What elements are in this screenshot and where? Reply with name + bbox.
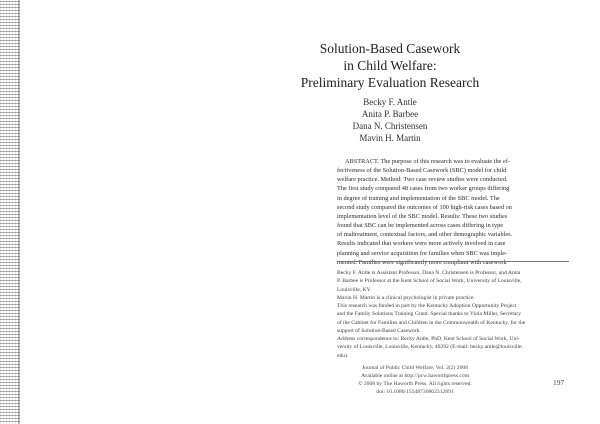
footnote-line: Address correspondence to: Becky Antle, PhD, Kent School of Social Work, Uni- (337, 336, 520, 342)
abstract-line: welfare practice. Method: Two case review studies were conducted. (337, 176, 508, 184)
title-line: Solution-Based Casework (319, 41, 461, 56)
abstract-line: found that SBC can be implemented across cases differing in type (337, 222, 504, 230)
abstract-line: ABSTRACT. The purpose of this research was to evaluate the ef- (345, 158, 511, 165)
author-footnotes (337, 269, 569, 360)
footer-line: Journal of Public Child Welfare, Vol. 2(2) 2008 (362, 365, 468, 371)
footnote-line: versity of Louisville, Louisville, Kentucky, 40292 (E-mail: becky.antle@louisville. (337, 344, 523, 351)
footnote-line: of the Cabinet for Families and Children in the Commonwealth of Kentucky, for the (337, 319, 526, 326)
journal-footer (330, 365, 500, 397)
author-name: Dana N. Christensen (352, 121, 428, 131)
footnote-rule (337, 261, 569, 262)
footer-line: © 2008 by The Haworth Press. All rights reserved. (358, 380, 472, 387)
author-name: Mavin H. Martin (359, 133, 421, 143)
footnote-line: P. Barbee is Professor at the Kent School of Social Work, University of Louisville, (337, 278, 522, 285)
abstract-line: The first study compared 48 cases from two worker groups differing (337, 185, 510, 193)
author-name: Becky F. Antle (363, 97, 417, 107)
abstract (337, 157, 567, 267)
scanned-gutter-strip (0, 0, 20, 424)
abstract-line: planning and service acquisition for families when SBC was imple- (337, 249, 508, 257)
footnote-line: Louisville, KY. (337, 286, 372, 293)
page-number: 197 (553, 378, 565, 387)
abstract-line: second study compared the outcomes of 100 high-risk cases based on (337, 203, 512, 211)
author-list (330, 96, 450, 144)
footer-line: doi: 10.1080/15548730802312891 (376, 388, 454, 395)
footer-line: Available online at http://pcw.haworthpress.com (360, 372, 470, 379)
abstract-line: mented. Families were significantly more compliant with casework (337, 258, 507, 266)
footnote-line: support of Solution-Based Casework. (337, 327, 421, 334)
abstract-line: implementation level of the SBC model. Results: These two studies (337, 212, 508, 220)
footnote-line: edu). (337, 352, 349, 359)
footnote-line: and the Family Solutions Training Grant. Special thanks to Viola Miller, Secretary (337, 311, 522, 318)
gutter-edge (18, 0, 20, 424)
title-line: in Child Welfare: (343, 58, 437, 73)
abstract-line: in degree of training and implementation of the SBC model. The (337, 194, 500, 202)
article-title (300, 40, 480, 91)
abstract-line: fectiveness of the Solution-Based Casework (SBC) model for child (337, 167, 507, 175)
author-name: Anita P. Barbee (361, 109, 419, 119)
footnote-line: Becky F. Antle is Assistant Professor, Dana N. Christensen is Professor, and Anita (337, 270, 521, 276)
abstract-line: Results indicated that workers were more actively involved in case (337, 240, 506, 248)
footnote-line: Mavin H. Martin is a clinical psychologist in private practice. (337, 294, 475, 301)
footnote-line: This research was funded in part by the Kentucky Adoption Opportunity Project (337, 303, 517, 309)
abstract-line: of maltreatment, contextual factors, and other demographic variables. (337, 231, 513, 239)
title-line: Preliminary Evaluation Research (300, 75, 480, 90)
